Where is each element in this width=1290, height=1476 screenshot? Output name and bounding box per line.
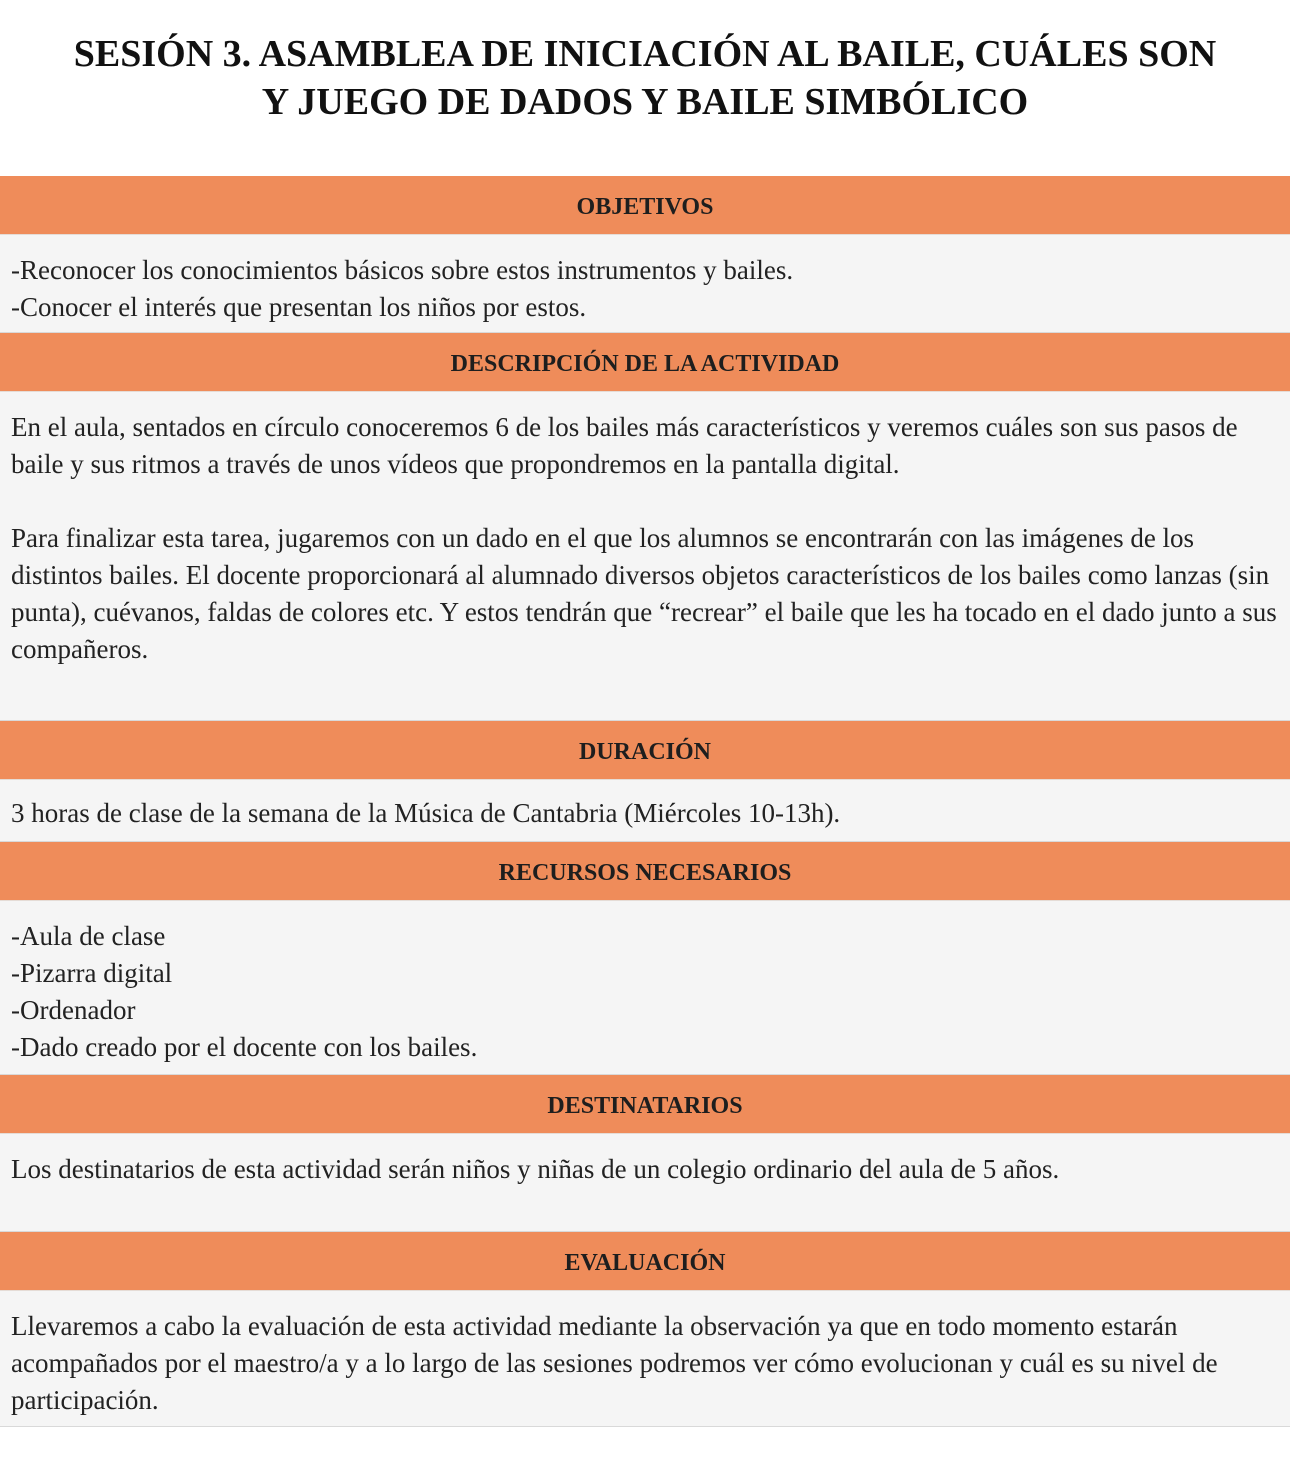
page-title-line-1: SESIÓN 3. ASAMBLEA DE INICIACIÓN AL BAILE, CUÁLES SON [73,33,1217,75]
recursos-item: -Ordenador [11,995,136,1025]
objetivos-item: -Reconocer los conocimientos básicos sobre estos instrumentos y bailes. [11,255,794,285]
duracion-heading: DURACIÓN [0,721,1290,780]
objetivos-heading: OBJETIVOS [0,176,1290,235]
session-table [0,176,1290,1427]
duracion-text: 3 horas de clase de la semana de la Música de Cantabria (Miércoles 10-13h). [11,798,841,828]
destinatarios-heading: DESTINATARIOS [0,1075,1290,1134]
objetivos-body [0,235,1290,333]
page-title-line-2: Y JUEGO DE DADOS Y BAILE SIMBÓLICO [261,81,1029,123]
recursos-body [0,901,1290,1075]
evaluacion-heading: EVALUACIÓN [0,1232,1290,1291]
destinatarios-body [0,1134,1290,1232]
paragraph-gap [11,483,1278,520]
descripcion-paragraph: En el aula, sentados en círculo conoceremos 6 de los bailes más característicos y veremos cuáles son sus pasos de baile y sus ritmos a través de unos vídeos que propondremos en la pantalla digital. [11,412,1238,479]
recursos-item: -Pizarra digital [11,958,173,988]
descripcion-paragraph: Para finalizar esta tarea, jugaremos con un dado en el que los alumnos se encontrarán con las imágenes de los distintos bailes. El docente proporcionará al alumnado diversos objetos característicos de los bailes como lanzas (sin punta), cuévanos, faldas de colores etc. Y estos tendrán que “recrear” el baile que les ha tocado en el dado junto a sus compañeros. [11,523,1277,664]
recursos-heading: RECURSOS NECESARIOS [0,842,1290,901]
evaluacion-text: Llevaremos a cabo la evaluación de esta actividad mediante la observación ya que en todo momento estarán acompañados por el maestro/a y a lo largo de las sesiones podremos ver cómo evolucionan y cuál es su nivel de participación. [11,1311,1218,1415]
page-title [0,0,1290,140]
recursos-item: -Dado creado por el docente con los bailes. [11,1032,478,1062]
objetivos-item: -Conocer el interés que presentan los niños por estos. [11,292,587,322]
descripcion-body [0,392,1290,721]
descripcion-heading: DESCRIPCIÓN DE LA ACTIVIDAD [0,333,1290,392]
recursos-item: -Aula de clase [11,921,166,951]
evaluacion-body [0,1291,1290,1427]
duracion-body [0,780,1290,842]
destinatarios-text: Los destinatarios de esta actividad serán niños y niñas de un colegio ordinario del aula de 5 años. [11,1154,1060,1184]
